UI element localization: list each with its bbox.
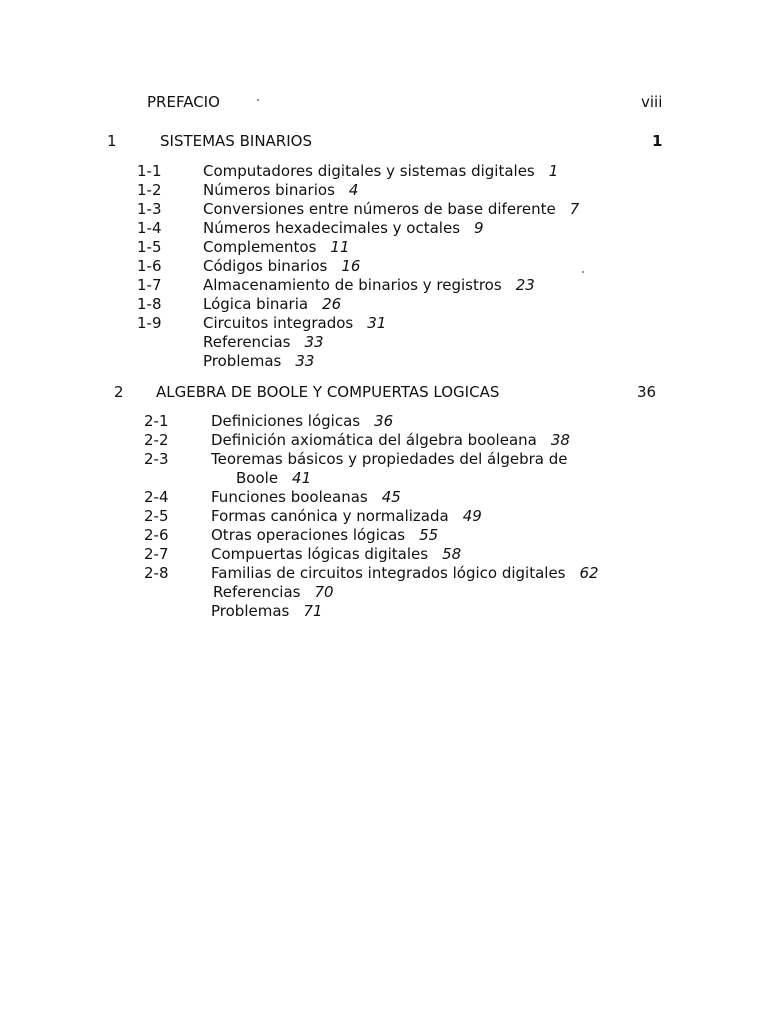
section-number: 1-8 [137,295,162,313]
chapter-1-page: 1 [652,132,663,150]
section-title: Compuertas lógicas digitales [211,545,429,563]
section-page: 7 [569,200,580,218]
section-number: 1-1 [137,162,162,180]
references-entry [213,583,334,602]
section-title: Teoremas básicos y propiedades del álgebra de [211,450,568,468]
section-entry [203,295,341,314]
section-page: 1 [548,162,559,180]
section-title-continued: Boole [236,469,279,487]
problems-title: Problemas [203,352,282,370]
chapter-1-number: 1 [107,132,117,150]
section-page: 49 [462,507,482,525]
section-entry [211,488,401,507]
section-number: 1-5 [137,238,162,256]
scan-speck [257,99,259,101]
section-number: 2-8 [144,564,169,582]
section-page: 58 [442,545,462,563]
section-entry [211,507,482,526]
section-page: 62 [579,564,599,582]
references-page: 70 [314,583,334,601]
references-title: Referencias [213,583,301,601]
section-number: 1-4 [137,219,162,237]
problems-title: Problemas [211,602,290,620]
section-title: Complementos [203,238,317,256]
section-page: 36 [374,412,394,430]
section-title: Familias de circuitos integrados lógico digitales [211,564,566,582]
section-page: 55 [419,526,439,544]
section-number: 2-7 [144,545,169,563]
section-entry [203,219,484,238]
section-entry [203,162,558,181]
references-page: 33 [304,333,324,351]
section-entry [203,257,360,276]
section-entry [211,412,393,431]
section-entry [203,181,358,200]
chapter-2-title: ALGEBRA DE BOOLE Y COMPUERTAS LOGICAS [156,383,500,401]
section-title: Lógica binaria [203,295,309,313]
section-title: Códigos binarios [203,257,328,275]
section-page: 4 [348,181,359,199]
section-title: Computadores digitales y sistemas digitales [203,162,535,180]
section-page: 23 [515,276,535,294]
section-title: Conversiones entre números de base diferente [203,200,556,218]
section-number: 1-6 [137,257,162,275]
section-page: 11 [330,238,350,256]
section-page: 26 [322,295,342,313]
section-entry [203,238,350,257]
problems-page: 71 [303,602,323,620]
section-page: 41 [292,469,312,487]
section-title: Almacenamiento de binarios y registros [203,276,502,294]
section-number: 2-4 [144,488,169,506]
section-number: 2-1 [144,412,169,430]
section-entry [211,526,438,545]
preface-label: PREFACIO [147,93,220,111]
section-number: 1-3 [137,200,162,218]
section-title: Circuitos integrados [203,314,354,332]
problems-page: 33 [295,352,315,370]
chapter-2-number: 2 [114,383,124,401]
chapter-2-page: 36 [637,383,657,401]
section-page: 45 [381,488,401,506]
section-page: 31 [367,314,387,332]
section-title: Definición axiomática del álgebra booleana [211,431,537,449]
section-number: 1-9 [137,314,162,332]
section-title: Formas canónica y normalizada [211,507,449,525]
section-page: 38 [550,431,570,449]
problems-entry [211,602,322,621]
section-entry [203,200,579,219]
section-number: 2-5 [144,507,169,525]
preface-page: viii [641,93,663,111]
section-title: Números hexadecimales y octales [203,219,461,237]
section-number: 2-6 [144,526,169,544]
section-entry [203,276,535,295]
section-number: 1-7 [137,276,162,294]
section-number: 2-3 [144,450,169,468]
section-number: 2-2 [144,431,169,449]
scan-speck [582,271,584,273]
section-page: 9 [474,219,484,237]
section-entry [211,431,570,450]
section-page: 16 [341,257,361,275]
references-entry [203,333,324,352]
section-number: 1-2 [137,181,162,199]
section-entry [211,564,599,583]
section-entry [211,545,461,564]
section-title: Definiciones lógicas [211,412,361,430]
section-title: Funciones booleanas [211,488,368,506]
chapter-1-title: SISTEMAS BINARIOS [160,132,312,150]
section-title: Números binarios [203,181,335,199]
references-title: Referencias [203,333,291,351]
problems-entry [203,352,314,371]
section-entry [203,314,386,333]
section-title: Otras operaciones lógicas [211,526,406,544]
section-entry-continued [236,469,311,488]
